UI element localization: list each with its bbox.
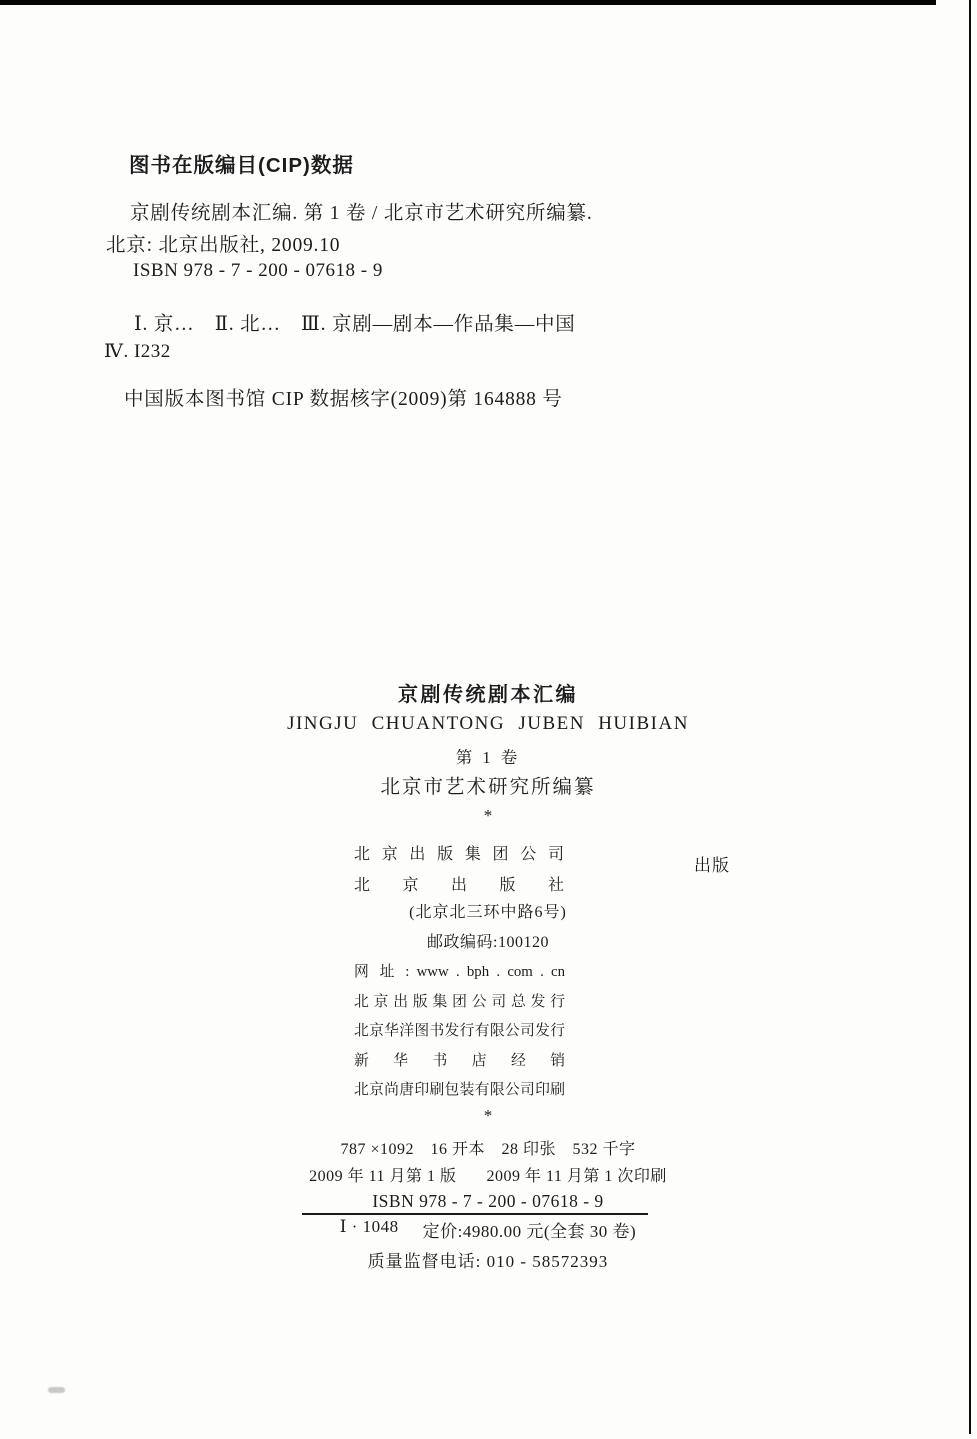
distributor-line: 北京华洋图书发行有限公司发行 (354, 1023, 565, 1039)
seller-line: 新华书店经销 (354, 1052, 565, 1069)
format-spec-line: 787 ×1092 16 开本 28 印张 532 千字 (340, 1141, 636, 1158)
book-title-cn: 京剧传统剧本汇编 (398, 684, 578, 706)
book-title-pinyin: JINGJU CHUANTONG JUBEN HUIBIAN (287, 713, 689, 734)
postcode-line: 邮政编码:100120 (427, 934, 549, 951)
cip-classification-line1: Ⅰ. 京… Ⅱ. 北… Ⅲ. 京剧—剧本—作品集—中国 (134, 314, 576, 335)
distribution-block (354, 958, 565, 1106)
printing-label: 2009 年 11 月第 1 次印刷 (486, 1168, 667, 1185)
edition-label: 2009 年 11 月第 1 版 (309, 1168, 457, 1185)
volume-label: 第 1 卷 (455, 748, 521, 767)
cip-header: 图书在版编目(CIP)数据 (129, 154, 354, 177)
cip-entry-line1: 京剧传统剧本汇编. 第 1 卷 / 北京市艺术研究所编纂. (130, 203, 593, 224)
colophon-block (238, 0, 738, 1439)
price-row (238, 1217, 738, 1242)
publisher-line2: 北京出版社 (354, 877, 564, 894)
website-line: 网 址 : www . bph . com . cn (354, 964, 565, 980)
general-distributor-line: 北京出版集团公司总发行 (354, 993, 565, 1010)
book-number-label: Ⅰ · 1048 (339, 1217, 399, 1236)
printer-line: 北京尚唐印刷包装有限公司印刷 (354, 1082, 565, 1098)
isbn-bottom-line: ISBN 978 - 7 - 200 - 07618 - 9 (372, 1191, 604, 1211)
publisher-suffix: 出版 (694, 856, 730, 875)
separator-star-1: * (483, 806, 493, 825)
cip-isbn: ISBN 978 - 7 - 200 - 07618 - 9 (133, 260, 383, 281)
separator-star-2: * (483, 1106, 493, 1125)
cip-entry-line2: 北京: 北京出版社, 2009.10 (106, 235, 341, 256)
cip-classification-line2: Ⅳ. I232 (104, 341, 171, 362)
publisher-line1: 北京出版集团公司 (354, 846, 564, 863)
scan-edge-right (969, 0, 971, 1434)
publisher-unit (354, 839, 730, 894)
quality-hotline-line: 质量监督电话: 010 - 58572393 (367, 1252, 609, 1271)
scan-smudge (48, 1387, 65, 1393)
isbn-divider-rule (302, 1213, 648, 1215)
edition-printing-row (238, 1163, 738, 1186)
editor-line: 北京市艺术研究所编纂 (380, 777, 596, 798)
price-label: 定价:4980.00 元(全套 30 卷) (422, 1222, 637, 1241)
cip-record-number: 中国版本图书馆 CIP 数据核字(2009)第 164888 号 (124, 389, 563, 410)
publisher-address: (北京北三环中路6号) (409, 904, 567, 921)
